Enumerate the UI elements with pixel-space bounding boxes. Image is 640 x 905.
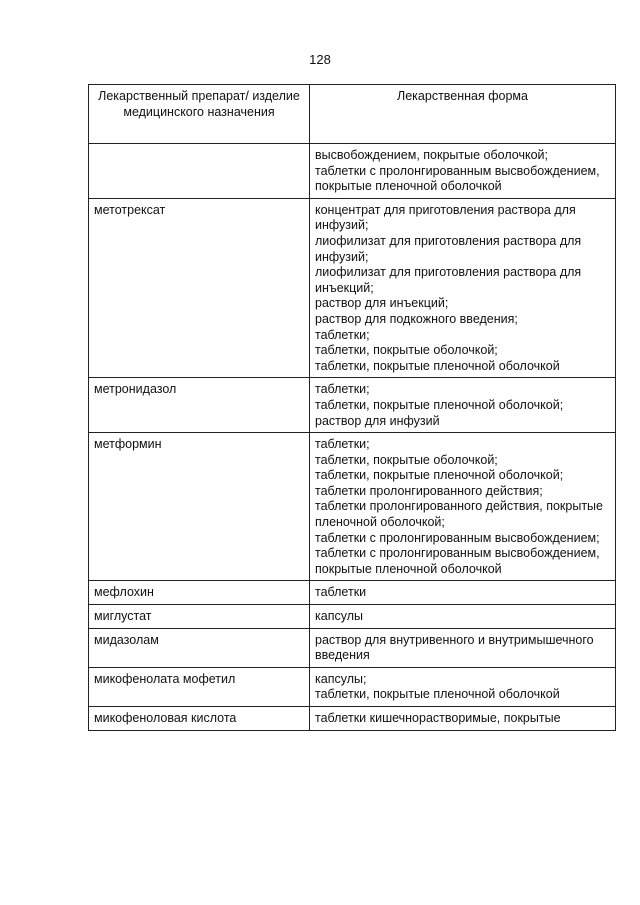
table-body <box>89 144 616 731</box>
table-header-row <box>89 85 616 144</box>
drug-form-cell <box>310 198 616 378</box>
table-row <box>89 378 616 433</box>
table-row <box>89 707 616 731</box>
table-row <box>89 628 616 667</box>
drug-name-cell: метформин <box>89 433 310 581</box>
form-line: высвобождением, покрытые оболочкой; <box>315 148 548 162</box>
drug-form-cell <box>310 605 616 629</box>
header-drug: Лекарственный препарат/ изделие медицинского назначения <box>89 85 310 144</box>
drug-name-cell: мидазолам <box>89 628 310 667</box>
drug-name-cell: микофенолата мофетил <box>89 667 310 706</box>
drug-name-cell: микофеноловая кислота <box>89 707 310 731</box>
form-line: таблетки с пролонгированным высвобождением; <box>315 530 600 545</box>
drug-form-cell <box>310 378 616 433</box>
drug-form-cell <box>310 628 616 667</box>
form-line: лиофилизат для приготовления раствора для инфузий; <box>315 233 582 264</box>
form-line: раствор для инфузий <box>315 413 440 428</box>
drug-table <box>88 84 616 731</box>
drug-form-cell <box>310 433 616 581</box>
drug-form-cell <box>310 667 616 706</box>
table-row <box>89 144 616 199</box>
form-line: таблетки, покрытые пленочной оболочкой; <box>315 468 564 483</box>
form-line: капсулы; <box>315 671 367 686</box>
form-line: таблетки, покрытые пленочной оболочкой <box>315 358 560 373</box>
table-row <box>89 581 616 605</box>
form-line: концентрат для приготовления раствора для инфузий; <box>315 202 576 233</box>
table-row <box>89 667 616 706</box>
drug-form-cell <box>310 707 616 731</box>
drug-name-cell: метотрексат <box>89 198 310 378</box>
table-row <box>89 605 616 629</box>
form-line: таблетки, покрытые пленочной оболочкой <box>315 687 560 702</box>
form-line: таблетки кишечнорастворимые, покрытые <box>315 711 561 725</box>
drug-name-cell: мефлохин <box>89 581 310 605</box>
form-line: таблетки; <box>315 437 370 452</box>
table-row <box>89 198 616 378</box>
form-line: лиофилизат для приготовления раствора для инъекций; <box>315 265 582 295</box>
form-line: таблетки; <box>315 327 370 342</box>
form-line: капсулы <box>315 609 363 624</box>
form-line: таблетки, покрытые оболочкой; <box>315 343 498 358</box>
form-line: таблетки пролонгированного действия, покрытые пленочной оболочкой; <box>315 499 603 530</box>
form-line: таблетки, покрытые пленочной оболочкой; <box>315 397 564 412</box>
form-line: таблетки пролонгированного действия; <box>315 483 543 498</box>
drug-name-cell: миглустат <box>89 605 310 629</box>
drug-form-cell <box>310 144 616 199</box>
form-line: таблетки с пролонгированным высвобождением, покрытые пленочной оболочкой <box>315 163 600 194</box>
drug-name-cell: метронидазол <box>89 378 310 433</box>
table-header <box>89 85 616 144</box>
form-line: таблетки с пролонгированным высвобождением, покрытые пленочной оболочкой <box>315 546 600 576</box>
drug-name-cell <box>89 144 310 199</box>
page-number: 128 <box>309 52 331 67</box>
form-line: раствор для инъекций; <box>315 296 449 311</box>
table-row <box>89 433 616 581</box>
drug-form-cell <box>310 581 616 605</box>
form-line: таблетки <box>315 585 367 600</box>
form-line: раствор для внутривенного и внутримышечного введения <box>315 632 594 663</box>
form-line: таблетки; <box>315 382 370 397</box>
form-line: таблетки, покрытые оболочкой; <box>315 452 498 467</box>
header-form: Лекарственная форма <box>310 85 616 144</box>
form-line: раствор для подкожного введения; <box>315 311 518 326</box>
